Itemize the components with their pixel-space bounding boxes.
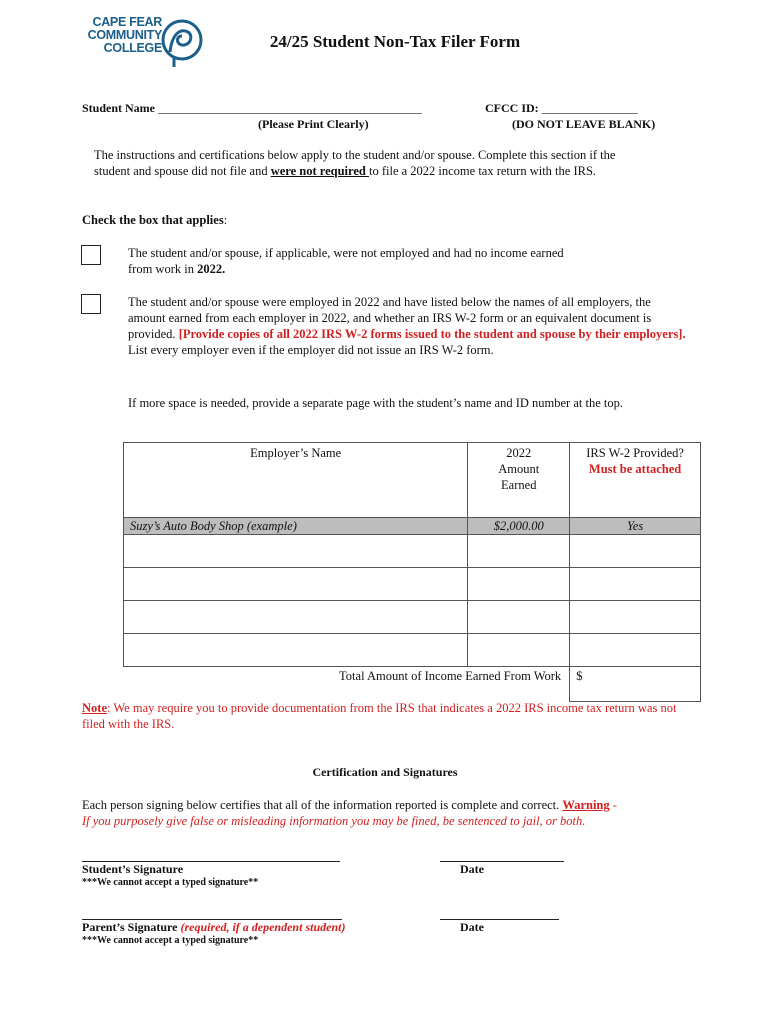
cfcc-id-label: CFCC ID: [485, 101, 539, 115]
table-row [124, 601, 701, 634]
student-name-line: ____________________________________________ [158, 101, 423, 115]
employer-input-cell[interactable] [124, 568, 468, 601]
employer-input-cell[interactable] [124, 634, 468, 667]
instructions-emphasis: were not required [270, 164, 369, 178]
option-employed-text [128, 294, 690, 358]
w2-input-cell[interactable] [570, 535, 701, 568]
student-signature-label: Student’s Signature [82, 862, 184, 876]
amount-input-cell[interactable] [468, 601, 570, 634]
warning-text: If you purposely give false or misleading information you may be fined, be sentenced to jail, or both. [82, 814, 586, 828]
irs-note [82, 700, 682, 732]
student-name-hint: (Please Print Clearly) [258, 117, 369, 131]
col-amount-earned [468, 443, 570, 518]
logo-line-2: COMMUNITY [87, 28, 162, 42]
table-row [124, 634, 701, 667]
col-employer-name: Employer’s Name [124, 443, 468, 518]
w2-input-cell[interactable] [570, 601, 701, 634]
amount-input-cell[interactable] [468, 535, 570, 568]
cfcc-id-field[interactable] [485, 101, 638, 116]
example-row [124, 518, 701, 535]
amount-input-cell[interactable] [468, 634, 570, 667]
student-date-line[interactable] [440, 861, 564, 862]
example-employer: Suzy’s Auto Body Shop (example) [124, 518, 468, 535]
certification-statement [82, 797, 692, 829]
form-title: 24/25 Student Non-Tax Filer Form [269, 32, 521, 51]
option-not-employed-text [128, 245, 578, 277]
parent-signature-label [82, 920, 345, 935]
cert-text: Each person signing below certifies that all of the information reported is complete and correct. [82, 798, 563, 812]
col-w2-must-attach: Must be attached [588, 462, 682, 476]
cfcc-id-hint: (DO NOT LEAVE BLANK) [512, 117, 656, 131]
note-label: Note [82, 701, 107, 715]
option2-tail: List every employer even if the employer did not issue an IRS W-2 form. [128, 343, 494, 357]
checkbox-employed[interactable] [81, 294, 101, 314]
parent-signature-note: ***We cannot accept a typed signature** [82, 935, 259, 946]
col-amount-line-3: Earned [501, 478, 537, 492]
cfcc-id-line: ________________ [541, 101, 638, 115]
logo-line-1: CAPE FEAR [92, 15, 162, 29]
student-name-label: Student Name [82, 101, 156, 115]
option2-text: The student and/or spouse were employed in 2022 and have listed below the names of all employers, the amount earned from each employer in 2022, and whether an IRS W-2 form or an equivalent document is provided. [128, 295, 652, 341]
logo-line-3: COLLEGE [103, 41, 162, 55]
parent-signature-text: Parent’s Signature [82, 920, 181, 934]
warning-label: Warning [562, 798, 610, 812]
more-space-note: If more space is needed, provide a separate page with the student’s name and ID number at the top. [128, 396, 623, 410]
col-amount-line-1: 2022 [506, 446, 532, 460]
option1-text: The student and/or spouse, if applicable, were not employed and had no income earned from work in [128, 246, 564, 276]
certification-heading: Certification and Signatures [312, 765, 458, 779]
table-header-row [124, 443, 701, 518]
parent-date-line[interactable] [440, 919, 559, 920]
student-signature-note: ***We cannot accept a typed signature** [82, 877, 259, 888]
warning-dash: - [609, 798, 617, 812]
check-heading [82, 212, 227, 228]
example-w2: Yes [570, 518, 701, 535]
note-text: : We may require you to provide documentation from the IRS that indicates a 2022 IRS income tax return was not filed with the IRS. [82, 701, 677, 731]
instructions-text-1: The instructions and certifications below apply to the student and/or spouse. Complete this section if the student and spouse did not file and [94, 148, 616, 178]
checkbox-not-employed[interactable] [81, 245, 101, 265]
total-value-cell[interactable]: $ [570, 667, 701, 702]
student-name-field[interactable] [82, 101, 422, 116]
parent-signature-qualifier: (required, if a dependent student) [180, 920, 346, 934]
instructions-text-2: to file a 2022 income tax return with the IRS. [368, 164, 597, 178]
parent-date-label: Date [460, 920, 484, 934]
w2-input-cell[interactable] [570, 568, 701, 601]
option2-w2-requirement: [Provide copies of all 2022 IRS W-2 forms issued to the student and spouse by their employers]. [178, 327, 686, 341]
option1-year: 2022. [197, 262, 226, 276]
col-w2-line-1: IRS W-2 Provided? [586, 446, 684, 460]
w2-input-cell[interactable] [570, 634, 701, 667]
col-w2-provided [570, 443, 701, 518]
instructions-paragraph [94, 147, 624, 179]
employer-table [123, 442, 701, 702]
check-heading-text: Check the box that applies [82, 213, 224, 227]
example-amount: $2,000.00 [468, 518, 570, 535]
table-row [124, 568, 701, 601]
amount-input-cell[interactable] [468, 568, 570, 601]
table-row [124, 535, 701, 568]
total-label: Total Amount of Income Earned From Work [124, 667, 570, 702]
total-row [124, 667, 701, 702]
check-heading-colon: : [223, 213, 228, 227]
employer-input-cell[interactable] [124, 535, 468, 568]
employer-input-cell[interactable] [124, 601, 468, 634]
student-date-label: Date [460, 862, 484, 876]
col-amount-line-2: Amount [498, 462, 540, 476]
